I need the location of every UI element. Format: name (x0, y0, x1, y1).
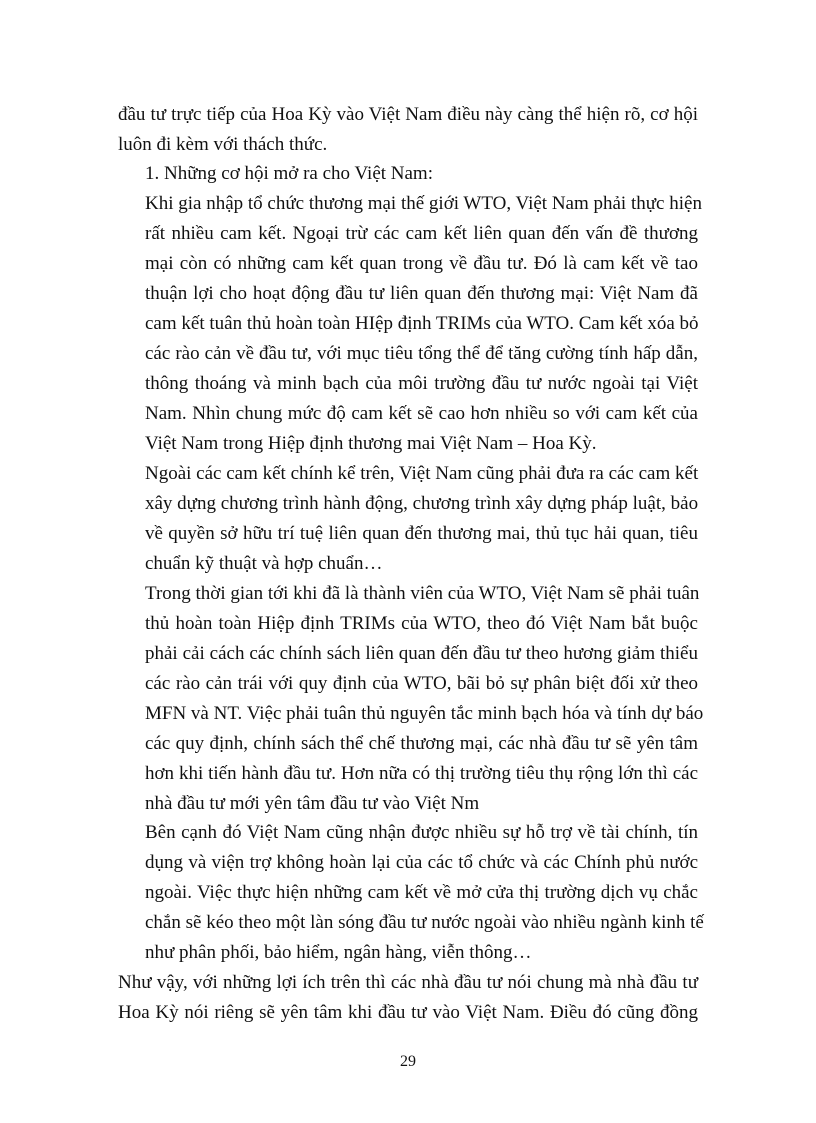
text-line: MFN và NT. Việc phải tuân thủ nguyên tắc minh bạch hóa và tính dự báo (145, 703, 704, 724)
text-line: cam kết tuân thủ hoàn toàn HIệp định TRIMs của WTO. Cam kết xóa bỏ (145, 313, 699, 334)
text-line: Việt Nam trong Hiệp định thương mai Việt Nam – Hoa Kỳ. (145, 433, 597, 454)
text-line: đầu tư trực tiếp của Hoa Kỳ vào Việt Nam điều này càng thể hiện rõ, cơ hội (118, 104, 698, 125)
text-line: luôn đi kèm với thách thức. (118, 134, 328, 155)
text-line: về quyền sở hữu trí tuệ liên quan đến thương mai, thủ tục hải quan, tiêu (145, 523, 698, 544)
text-line: chuẩn kỹ thuật và hợp chuẩn… (145, 553, 383, 574)
text-line: Trong thời gian tới khi đã là thành viên của WTO, Việt Nam sẽ phải tuân (145, 583, 700, 604)
text-line: xây dựng chương trình hành động, chương trình xây dựng pháp luật, bảo (145, 493, 699, 514)
text-line: dụng và viện trợ không hoàn lại của các tổ chức và các Chính phủ nước (145, 852, 698, 873)
text-line: Nam. Nhìn chung mức độ cam kết sẽ cao hơn nhiều so với cam kết của (145, 403, 698, 424)
text-line: Như vậy, với những lợi ích trên thì các nhà đầu tư nói chung mà nhà đầu tư (118, 972, 698, 993)
text-line: Bên cạnh đó Việt Nam cũng nhận được nhiều sự hỗ trợ về tài chính, tín (145, 822, 698, 843)
text-line: chắn sẽ kéo theo một làn sóng đầu tư nước ngoài vào nhiều ngành kinh tế (145, 912, 704, 933)
text-line: các quy định, chính sách thể chế thương mại, các nhà đầu tư sẽ yên tâm (145, 733, 698, 754)
section-heading: 1. Những cơ hội mở ra cho Việt Nam: (145, 163, 433, 184)
page-number: 29 (400, 1053, 416, 1070)
text-line: phải cải cách các chính sách liên quan đến đầu tư theo hương giảm thiểu (145, 643, 698, 664)
text-line: thuận lợi cho hoạt động đầu tư liên quan đến thương mại: Việt Nam đã (145, 283, 698, 304)
text-line: các rào cản về đầu tư, với mục tiêu tổng thể để tăng cường tính hấp dẫn, (145, 343, 698, 364)
text-line: thủ hoàn toàn Hiệp định TRIMs của WTO, theo đó Việt Nam bắt buộc (145, 613, 698, 634)
text-line: Ngoài các cam kết chính kể trên, Việt Nam cũng phải đưa ra các cam kết (145, 463, 699, 484)
text-line: các rào cản trái với quy định của WTO, bãi bỏ sự phân biệt đối xử theo (145, 673, 698, 694)
text-line: như phân phối, bảo hiểm, ngân hàng, viễn thông… (145, 942, 532, 963)
text-line: hơn khi tiến hành đầu tư. Hơn nữa có thị trường tiêu thụ rộng lớn thì các (145, 763, 698, 784)
text-line: rất nhiều cam kết. Ngoại trừ các cam kết liên quan đến vấn đề thương (145, 223, 698, 244)
text-line: mại còn có những cam kết quan trong về đầu tư. Đó là cam kết về tao (145, 253, 698, 274)
text-line: Khi gia nhập tổ chức thương mại thế giới WTO, Việt Nam phải thực hiện (145, 193, 702, 214)
text-line: ngoài. Việc thực hiện những cam kết về mở cửa thị trường dịch vụ chắc (145, 882, 698, 903)
text-line: nhà đầu tư mới yên tâm đầu tư vào Việt Nm (145, 793, 480, 814)
text-line: thông thoáng và minh bạch của môi trường đầu tư nước ngoài tại Việt (145, 373, 698, 394)
text-line: Hoa Kỳ nói riêng sẽ yên tâm khi đầu tư vào Việt Nam. Điều đó cũng đồng (118, 1002, 698, 1023)
